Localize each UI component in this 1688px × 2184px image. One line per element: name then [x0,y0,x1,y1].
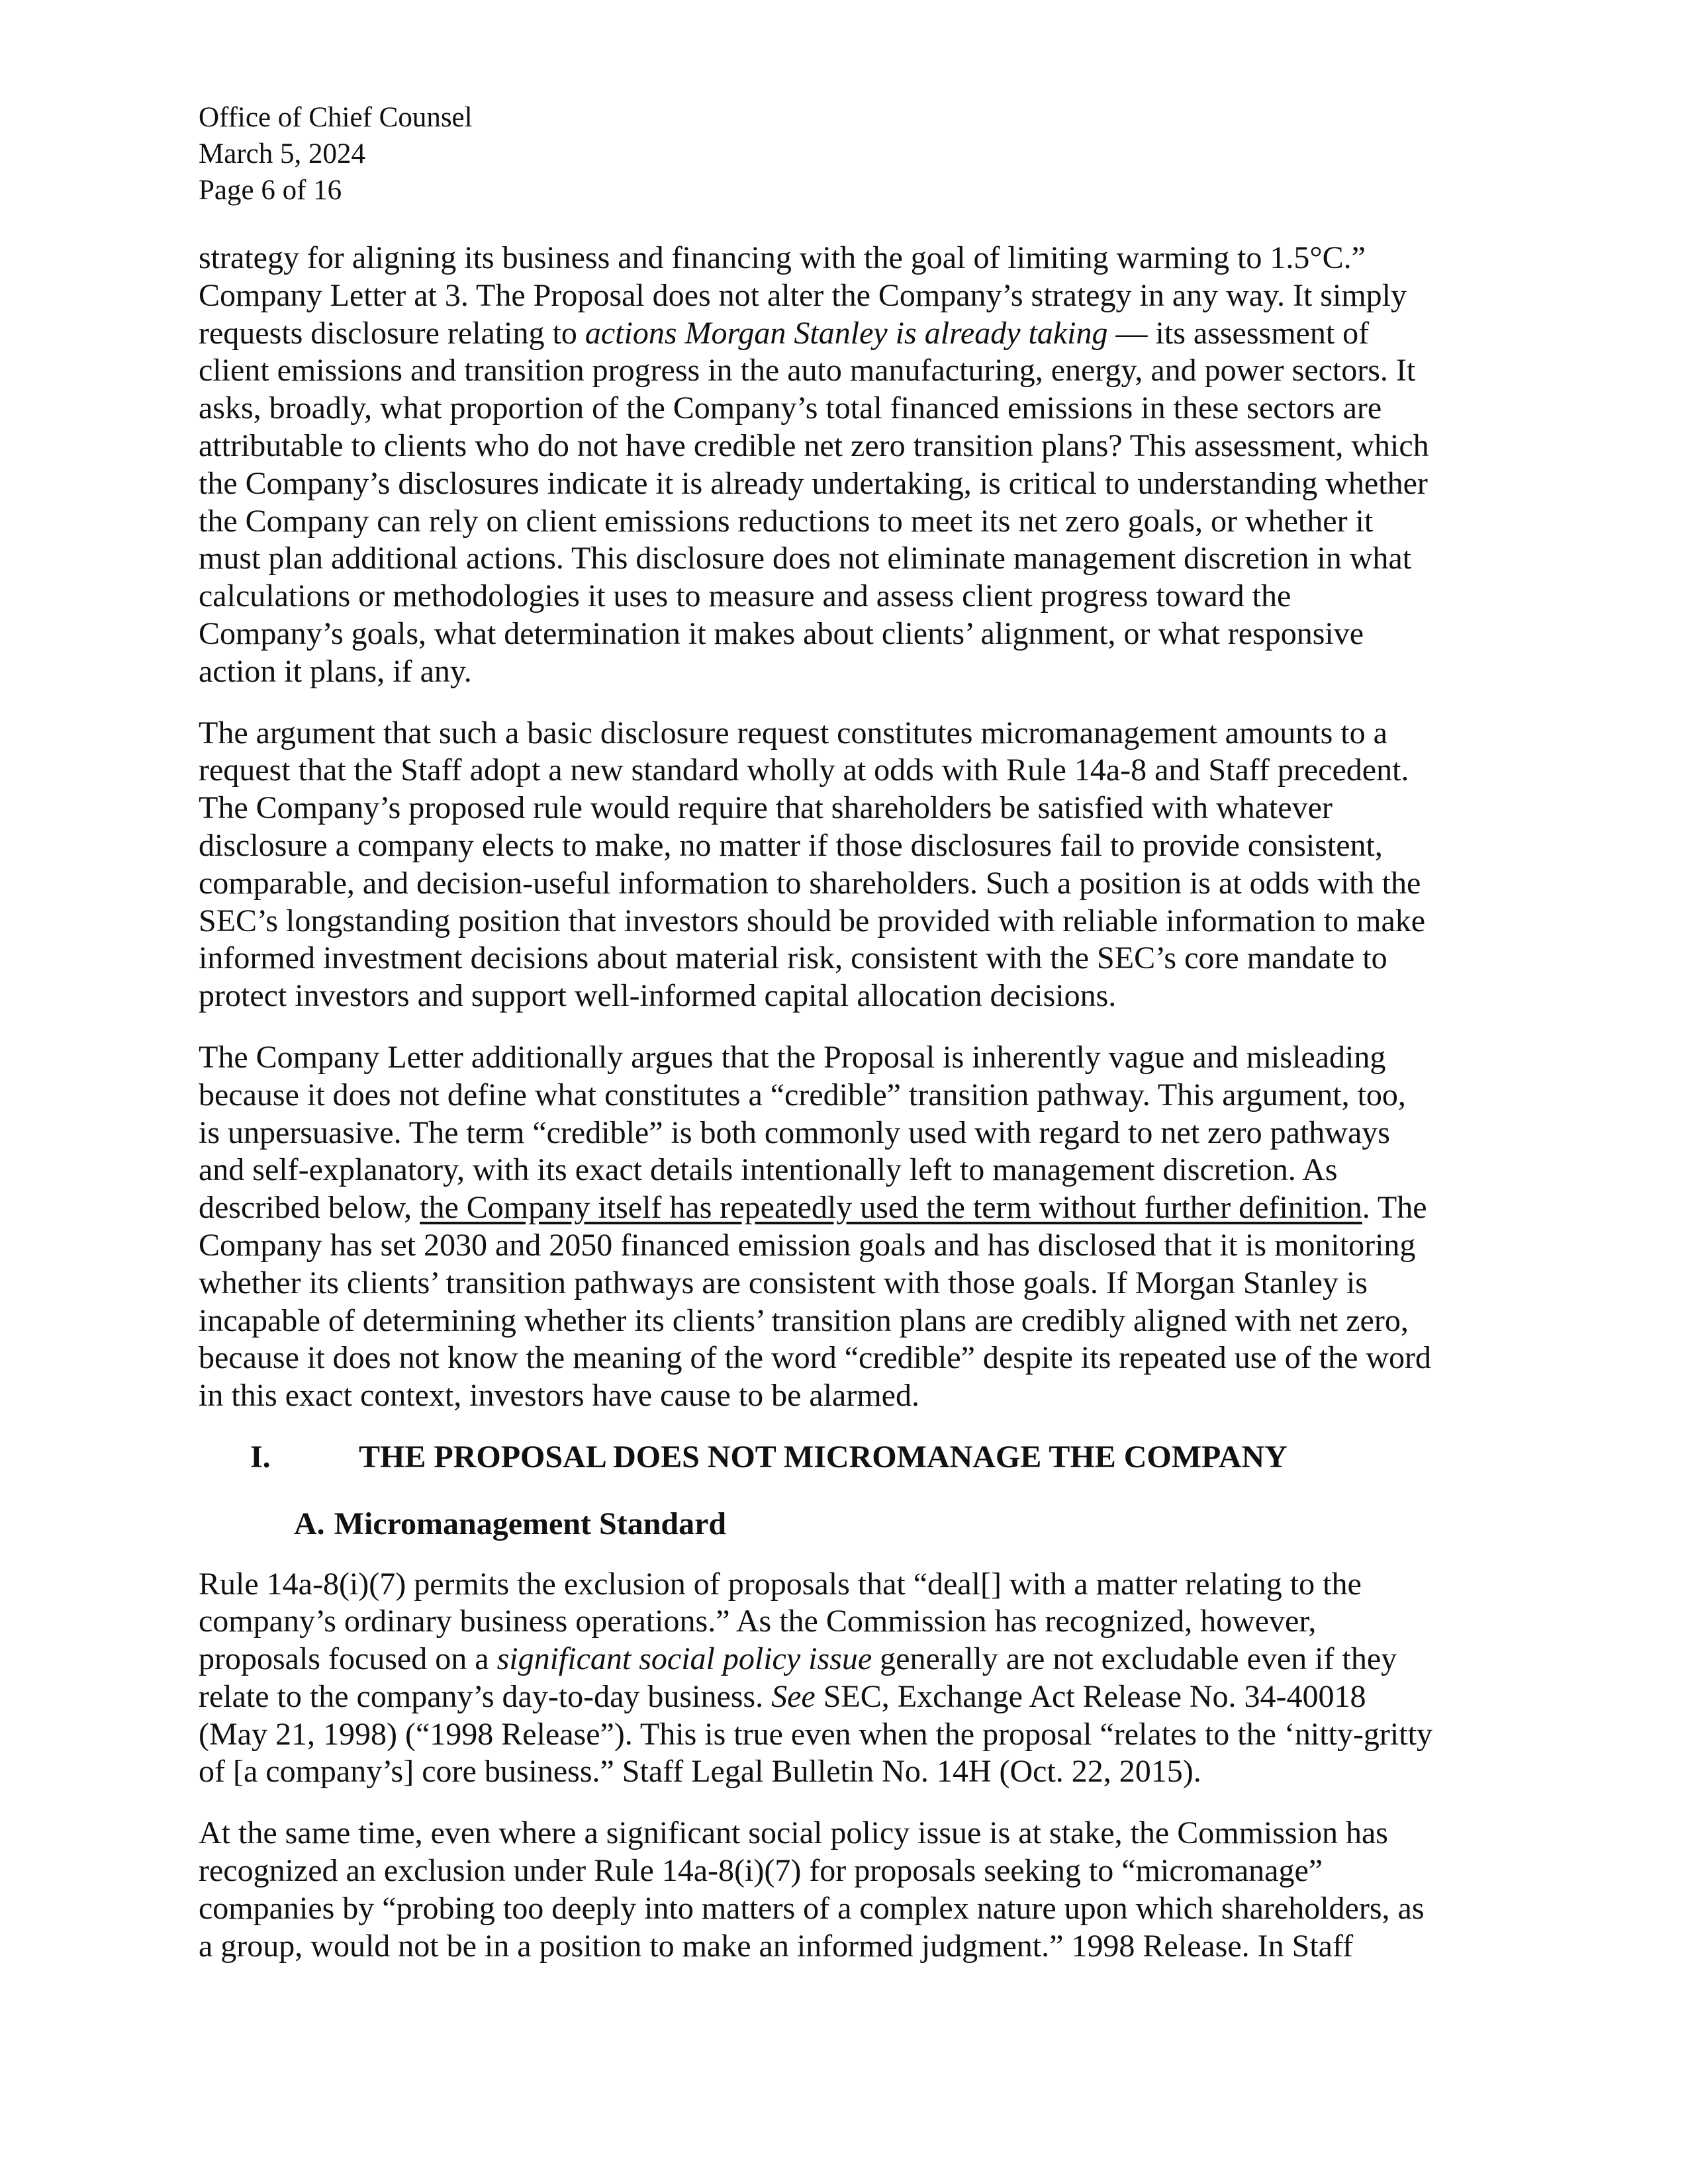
paragraph-line: The Company Letter additionally argues that the Proposal is inherently vague and misleading [199,1039,1386,1075]
paragraph-line: because it does not know the meaning of the word “credible” despite its repeated use of the word [199,1340,1432,1376]
paragraph-line: Company has set 2030 and 2050 financed emission goals and has disclosed that it is monitoring [199,1227,1416,1263]
header-page-number: Page 6 of 16 [199,175,342,206]
text-run: proposals focused on a [199,1641,497,1677]
section-title: THE PROPOSAL DOES NOT MICROMANAGE THE COMPANY [359,1439,1288,1475]
section-number: I. [250,1439,271,1475]
paragraph-line: protect investors and support well-informed capital allocation decisions. [199,978,1117,1014]
subsection-letter: A. [294,1506,325,1541]
paragraph-line: in this exact context, investors have cause to be alarmed. [199,1378,919,1414]
paragraph-line [199,315,1489,353]
paragraph-line: recognized an exclusion under Rule 14a-8(i)(7) for proposals seeking to “micromanage” [199,1853,1323,1889]
paragraph-line: the Company can rely on client emissions reductions to meet its net zero goals, or whether it [199,503,1374,539]
section-heading [199,1439,1489,1477]
text-run: described below, [199,1190,420,1226]
paragraph-line [199,1678,1489,1716]
paragraph-line [199,1189,1489,1227]
letter-header [199,99,1125,208]
paragraph-line: (May 21, 1998) (“1998 Release”). This is true even when the proposal “relates to the ‘nitty-gritty [199,1716,1432,1752]
paragraph-line: The argument that such a basic disclosure request constitutes micromanagement amounts to a [199,715,1387,751]
paragraph-line: Rule 14a-8(i)(7) permits the exclusion of proposals that “deal[] with a matter relating to the [199,1566,1362,1602]
paragraph-2 [199,715,1489,1015]
paragraph-line: Company’s goals, what determination it makes about clients’ alignment, or what responsive [199,615,1364,651]
paragraph-line: and self-explanatory, with its exact details intentionally left to management discretion. As [199,1152,1338,1188]
subsection-title: Micromanagement Standard [334,1506,727,1541]
paragraph-line: whether its clients’ transition pathways are consistent with those goals. If Morgan Stanley is [199,1265,1368,1300]
text-run: relate to the company’s day-to-day business. [199,1678,772,1714]
subsection-heading [294,1506,1489,1543]
header-office: Office of Chief Counsel [199,102,473,133]
paragraph-line: of [a company’s] core business.” Staff Legal Bulletin No. 14H (Oct. 22, 2015). [199,1754,1201,1790]
italic-text: See [771,1678,816,1714]
italic-text: significant social policy issue [496,1641,872,1677]
paragraph-line: request that the Staff adopt a new standard wholly at odds with Rule 14a-8 and Staff precedent. [199,752,1409,788]
text-run: . The [1362,1190,1427,1226]
underlined-text: the Company itself has repeatedly used the term without further definition [420,1190,1362,1226]
paragraph-line: a group, would not be in a position to make an informed judgment.” 1998 Release. In Staff [199,1928,1354,1964]
paragraph-5 [199,1815,1489,1965]
italic-text: actions Morgan Stanley is already taking [585,315,1108,351]
paragraph-line: Company Letter at 3. The Proposal does not alter the Company’s strategy in any way. It simply [199,277,1407,313]
text-run: requests disclosure relating to [199,315,585,351]
header-date: March 5, 2024 [199,138,365,169]
paragraph-line: asks, broadly, what proportion of the Company’s total financed emissions in these sectors are [199,390,1382,426]
text-run: generally are not excludable even if they [872,1641,1397,1677]
paragraph-line: must plan additional actions. This disclosure does not eliminate management discretion in what [199,541,1412,576]
paragraph-line: client emissions and transition progress in the auto manufacturing, energy, and power sectors. It [199,353,1416,388]
paragraph-line: At the same time, even where a significant social policy issue is at stake, the Commission has [199,1815,1388,1851]
paragraph-line: The Company’s proposed rule would require that shareholders be satisfied with whatever [199,790,1333,826]
paragraph-line: the Company’s disclosures indicate it is already undertaking, is critical to understanding whether [199,465,1428,501]
paragraph-line: because it does not define what constitutes a “credible” transition pathway. This argument, too, [199,1077,1406,1113]
paragraph-line: calculations or methodologies it uses to measure and assess client progress toward the [199,578,1291,614]
paragraph-line: informed investment decisions about material risk, consistent with the SEC’s core mandate to [199,940,1387,976]
paragraph-line [199,1641,1489,1678]
paragraph-line: action it plans, if any. [199,653,472,689]
paragraph-4 [199,1566,1489,1792]
letter-body [199,240,1489,1989]
paragraph-line: company’s ordinary business operations.” As the Commission has recognized, however, [199,1604,1317,1639]
paragraph-line: attributable to clients who do not have credible net zero transition plans? This assessment, which [199,428,1429,463]
paragraph-line: comparable, and decision-useful information to shareholders. Such a position is at odds with the [199,865,1421,901]
paragraph-line: is unpersuasive. The term “credible” is both commonly used with regard to net zero pathways [199,1115,1390,1150]
text-run: SEC, Exchange Act Release No. 34-40018 [815,1678,1366,1714]
paragraph-line: companies by “probing too deeply into matters of a complex nature upon which shareholders, as [199,1890,1425,1926]
paragraph-line: incapable of determining whether its clients’ transition plans are credibly aligned with net zero, [199,1302,1409,1338]
paragraph-1 [199,240,1489,691]
paragraph-line: strategy for aligning its business and financing with the goal of limiting warming to 1.5°C.” [199,240,1366,275]
paragraph-3 [199,1039,1489,1415]
paragraph-line: SEC’s longstanding position that investors should be provided with reliable information to make [199,903,1426,938]
text-run: — its assessment of [1107,315,1370,351]
paragraph-line: disclosure a company elects to make, no matter if those disclosures fail to provide consistent, [199,827,1383,863]
